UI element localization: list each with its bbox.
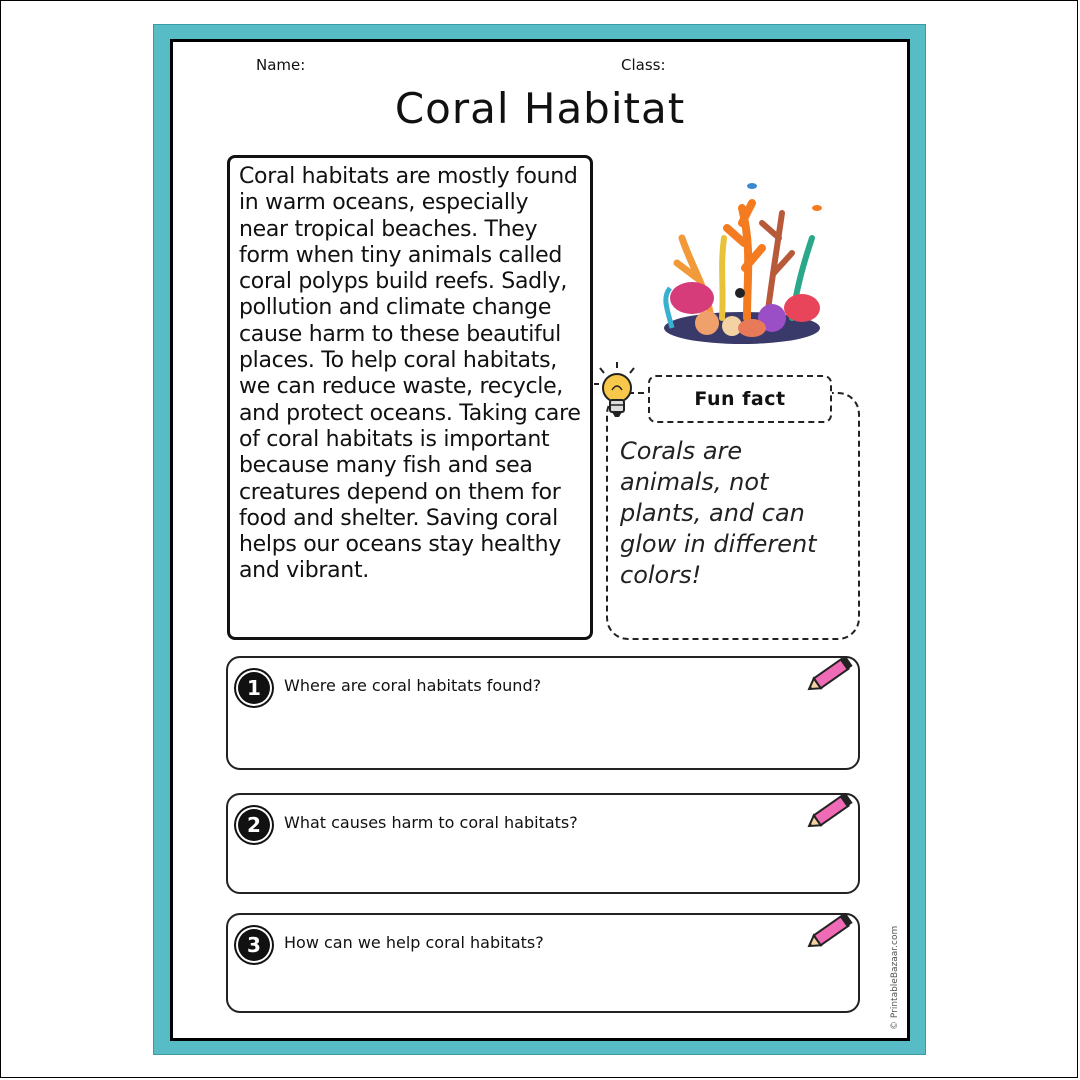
question-number-badge: 3: [238, 929, 270, 961]
question-1-text: Where are coral habitats found?: [284, 676, 542, 695]
fun-fact-label: Fun fact: [648, 375, 832, 423]
fun-fact-text: Corals are animals, not plants, and can glow in different colors!: [620, 437, 817, 589]
question-3-box[interactable]: [226, 913, 860, 1013]
name-label: Name:: [256, 56, 306, 74]
reading-passage-text: Coral habitats are mostly found in warm oceans, especially near tropical beaches. They form when tiny animals called coral polyps build reefs. Sadly, pollution and climate change cause harm to these beautiful places. To help coral habitats, we can reduce waste, recycle, and protect oceans. Taking care of coral habitats is important because many fish and sea creatures depend on them for food and shelter. Saving coral helps our oceans stay healthy and vibrant.: [239, 164, 581, 584]
question-number-badge: 2: [238, 809, 270, 841]
pencil-icon: [806, 650, 858, 696]
fun-fact-box: [606, 392, 860, 640]
pencil-icon: [806, 907, 858, 953]
question-2-text: What causes harm to coral habitats?: [284, 813, 578, 832]
class-label: Class:: [621, 56, 666, 74]
question-2-box[interactable]: [226, 793, 860, 894]
question-number-badge: 1: [238, 672, 270, 704]
pencil-icon: [806, 787, 858, 833]
watermark: © PrintableBazaar.com: [890, 925, 900, 1030]
question-3-text: How can we help coral habitats?: [284, 933, 544, 952]
lightbulb-icon: [592, 360, 642, 422]
coral-reef-illustration: [652, 178, 824, 348]
reading-passage-box: [227, 155, 593, 640]
page-title: Coral Habitat: [394, 84, 686, 133]
question-1-box[interactable]: [226, 656, 860, 770]
